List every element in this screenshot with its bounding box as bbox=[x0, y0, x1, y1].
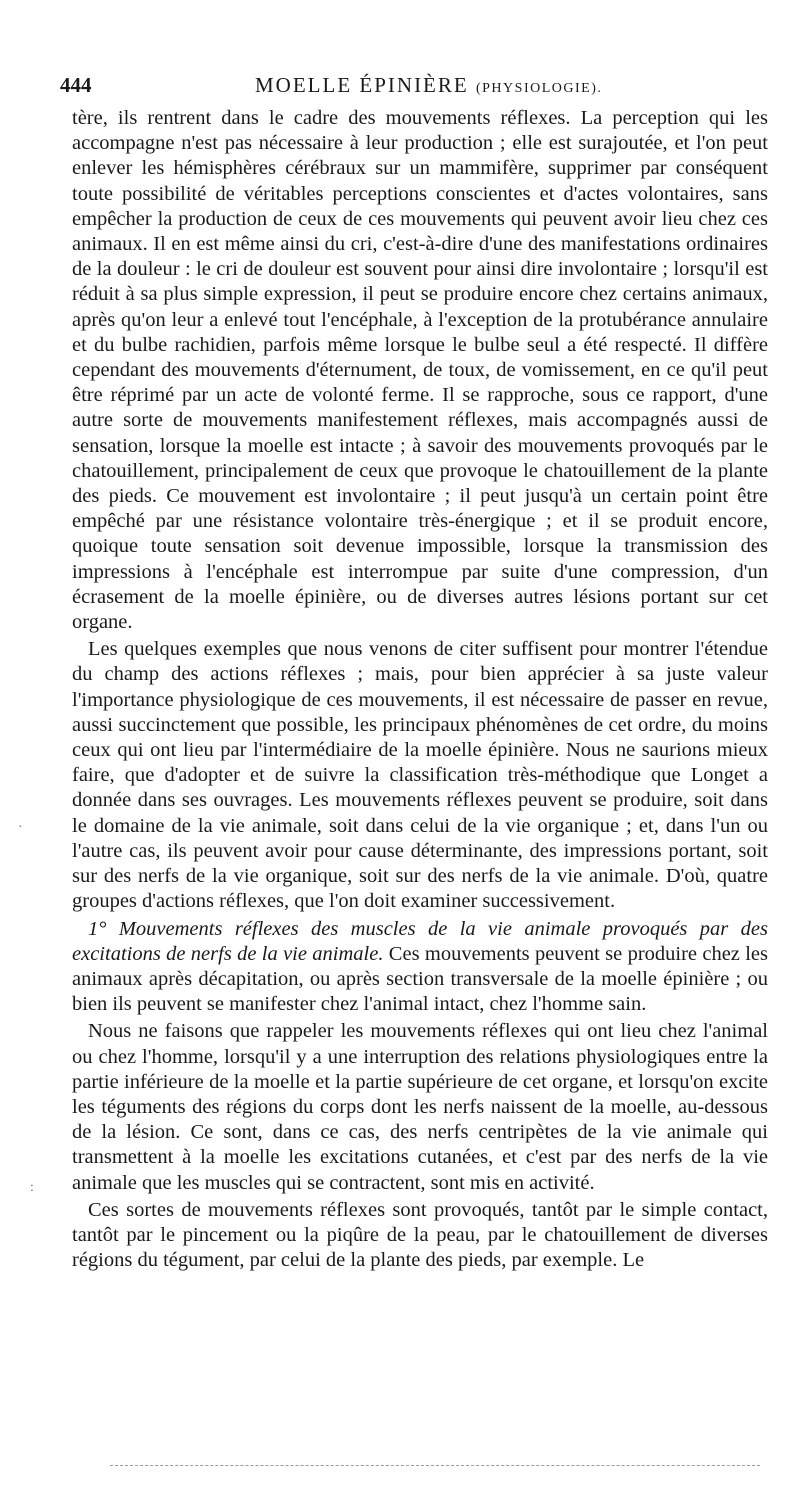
paragraph-continued: tère, ils rentrent dans le cadre des mouvements réflexes. La perception qui les accompagne n'est pas nécessaire à leur production ; elle est surajoutée, et l'on peut enlever les hémisphères cérébraux sur un mammifère, supprimer par conséquent toute possibilité de véritables perceptions conscientes et d'actes volontaires, sans empêcher la production de ceux de ces mouvements qui peuvent avoir lieu chez ces animaux. Il en est même ainsi du cri, c'est-à-dire d'une des manifestations ordinaires de la douleur : le cri de douleur est souvent pour ainsi dire involontaire ; lorsqu'il est réduit à sa plus simple expression, il peut se produire encore chez certains animaux, après qu'on leur a enlevé tout l'encéphale, à l'exception de la protubérance annulaire et du bulbe rachidien, parfois même lorsque le bulbe seul a été respecté. Il diffère cependant des mouvements d'éternument, de toux, de vomissement, en ce qu'il peut être réprimé par un acte de volonté ferme. Il se rapproche, sous ce rapport, d'une autre sorte de mouvements manifestement réflexes, mais accompagnés aussi de sensation, lorsque la moelle est intacte ; à savoir des mouvements provoqués par le chatouillement, principalement de ceux que provoque le chatouillement de la plante des pieds. Ce mouvement est involontaire ; il peut jusqu'à un certain point être empêché par une résistance volontaire très-énergique ; et il se produit encore, quoique toute sensation soit devenue impossible, lorsque la transmission des impressions à l'encéphale est interrompue par suite d'une compression, d'un écrasement de la moelle épinière, ou de diverses autres lésions portant sur cet organe. bbox=[72, 107, 768, 634]
section-number: 1° bbox=[88, 917, 107, 940]
bottom-speckle-line bbox=[110, 1465, 760, 1466]
page-body bbox=[72, 106, 768, 1273]
section-paragraph bbox=[72, 917, 768, 1018]
section-text: Ces mouvements peuvent se produire chez les animaux après décapitation, ou après section transversale de la moelle épinière ; ou bien ils peuvent se manifester chez l'animal intact, chez l'homme sain. bbox=[72, 942, 769, 1016]
paragraph: Les quelques exemples que nous venons de citer suffisent pour montrer l'étendue du champ des actions réflexes ; mais, pour bien apprécier à sa juste valeur l'importance physiologique de ces mouvements, il est nécessaire de passer en revue, aussi succinctement que possible, les principaux phénomènes de cet ordre, du moins ceux qui ont lieu par l'intermédiaire de la moelle épinière. Nous ne saurions mieux faire, que d'adopter et de suivre la classification très-méthodique que Longet a donnée dans ses ouvrages. Les mouvements réflexes peuvent se produire, soit dans le domaine de la vie animale, soit dans celui de la vie organique ; et, dans l'un ou l'autre cas, ils peuvent avoir pour cause déterminante, des impressions portant, soit sur des nerfs de la vie organique, soit sur des nerfs de la vie animale. D'où, quatre groupes d'actions réflexes, que l'on doit examiner successivement. bbox=[72, 638, 768, 913]
margin-speck: · bbox=[18, 820, 23, 835]
running-title-sub: (PHYSIOLOGIE). bbox=[475, 81, 603, 96]
running-title bbox=[255, 70, 602, 104]
section-title: Mouvements réflexes des muscles de la vie animale provoqués par des excitations de nerfs de la vie animale. bbox=[72, 917, 768, 965]
page-number: 444 bbox=[60, 73, 92, 97]
paragraph-truncated: Ces sortes de mouvements réflexes sont provoqués, tantôt par le simple contact, tantôt par le pincement ou la piqûre de la peau, par le chatouillement de diverses régions du tégument, par celui de la plante des pieds, par exemple. Le bbox=[72, 1198, 768, 1272]
margin-speck: : bbox=[30, 1180, 34, 1195]
paragraph: Nous ne faisons que rappeler les mouvements réflexes qui ont lieu chez l'animal ou chez l'homme, lorsqu'il y a une interruption des relations physiologiques entre la partie inférieure de la moelle et la partie supérieure de cet organe, et lorsqu'on excite les téguments des régions du corps dont les nerfs naissent de la moelle, au-dessous de la lésion. Ce sont, dans ce cas, des nerfs centripètes de la vie animale qui transmettent à la moelle les excitations cutanées, et c'est par des nerfs de la vie animale que les muscles qui se contractent, sont mis en activité. bbox=[72, 1020, 768, 1194]
running-title-main: MOELLE ÉPINIÈRE bbox=[255, 73, 469, 97]
running-header bbox=[60, 70, 770, 100]
